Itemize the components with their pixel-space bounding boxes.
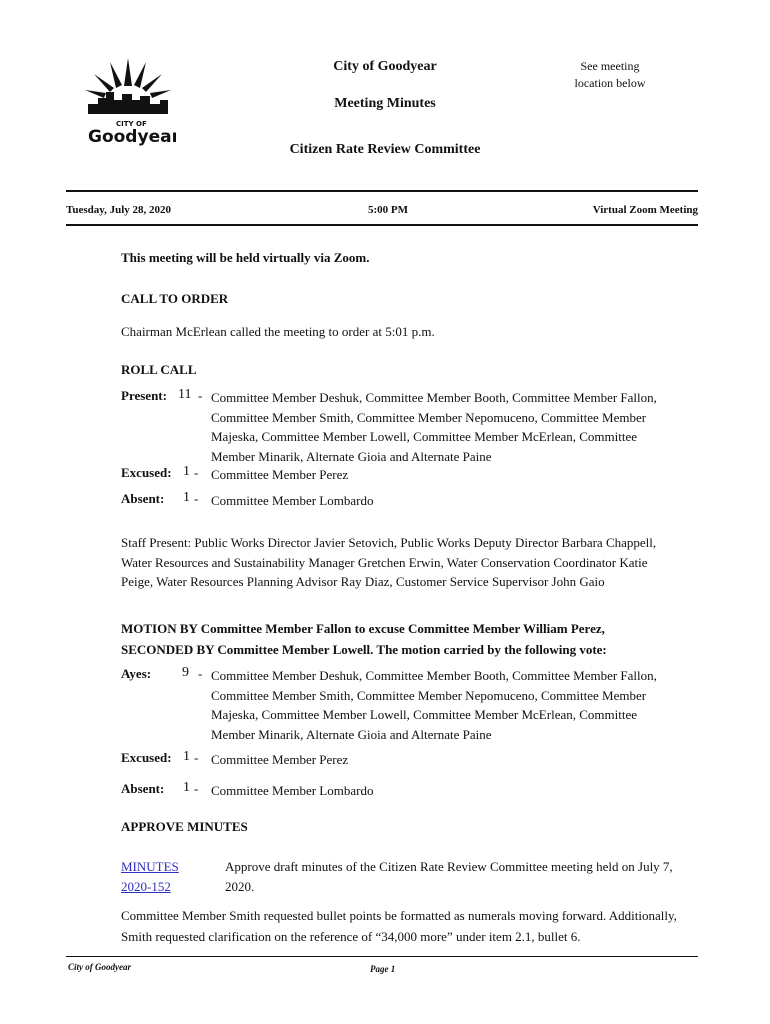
city-logo	[80, 52, 176, 148]
present-label: Present:	[121, 388, 167, 403]
motion-absent-count: 1	[183, 780, 190, 795]
roll-call-heading: ROLL CALL	[121, 362, 197, 377]
absent-names: Committee Member Lombardo	[211, 493, 374, 508]
ayes-dash: -	[198, 666, 203, 681]
motion-excused-label: Excused:	[121, 750, 172, 765]
absent-label: Absent:	[121, 491, 165, 506]
motion-text: MOTION BY Committee Member Fallon to excuse Committee Member William Perez, SECONDED BY Committee Member Lowell. The motion carried by the following vote:	[121, 621, 607, 657]
call-to-order-heading: CALL TO ORDER	[121, 291, 229, 306]
footer-rule	[66, 956, 698, 957]
present-names: Committee Member Deshuk, Committee Member Booth, Committee Member Fallon, Committee Member Smith, Committee Member Nepomuceno, Committee Member Majeska, Committee Member Lowell, Committee Member McErlean, Committee Member Minarik, Alternate Gioia and Alternate Paine	[211, 390, 657, 464]
location-note: See meeting location below	[574, 59, 646, 90]
footer-page: Page 1	[370, 964, 396, 974]
header-doc-type: Meeting Minutes	[334, 96, 436, 111]
present-count: 11	[178, 387, 192, 402]
minutes-link-line2[interactable]: 2020-152	[121, 879, 171, 894]
excused-dash: -	[194, 465, 199, 480]
logo-line1: CITY OF	[116, 120, 147, 128]
motion-excused-count: 1	[183, 749, 190, 764]
ayes-names: Committee Member Deshuk, Committee Member Booth, Committee Member Fallon, Committee Member Smith, Committee Member Nepomuceno, Committee Member Majeska, Committee Member Lowell, Committee Member McErlean, Committee Member Minarik, Alternate Gioia and Alternate Paine	[211, 668, 657, 742]
header-rule-top	[66, 190, 698, 192]
meeting-time: 5:00 PM	[368, 204, 409, 216]
absent-dash: -	[194, 491, 199, 506]
intro-text: This meeting will be held virtually via Zoom.	[121, 250, 370, 265]
minutes-note: Committee Member Smith requested bullet points be formatted as numerals moving forward. Additionally, Smith requested clarification on the reference of “34,000 more” under item 2.1, bullet 6.	[121, 908, 677, 944]
call-to-order-text: Chairman McErlean called the meeting to order at 5:01 p.m.	[121, 324, 435, 339]
minutes-link-line1[interactable]: MINUTES	[121, 859, 179, 874]
motion-absent-dash: -	[194, 781, 199, 796]
header-committee: Citizen Rate Review Committee	[289, 142, 481, 157]
motion-excused-names: Committee Member Perez	[211, 752, 349, 767]
approve-minutes-heading: APPROVE MINUTES	[121, 819, 248, 834]
absent-count: 1	[183, 490, 190, 505]
meeting-date: Tuesday, July 28, 2020	[66, 204, 172, 216]
meeting-venue: Virtual Zoom Meeting	[592, 204, 698, 216]
minutes-link[interactable]	[121, 857, 201, 897]
minutes-description: Approve draft minutes of the Citizen Rate Review Committee meeting held on July 7, 2020.	[225, 859, 673, 894]
motion-excused-dash: -	[194, 750, 199, 765]
ayes-count: 9	[182, 665, 189, 680]
header-rule-bottom	[66, 224, 698, 226]
excused-count: 1	[183, 464, 190, 479]
logo-line2: Goodyear	[88, 127, 176, 147]
footer-left: City of Goodyear	[68, 962, 131, 972]
motion-absent-names: Committee Member Lombardo	[211, 783, 374, 798]
staff-present: Staff Present: Public Works Director Javier Setovich, Public Works Deputy Director Barbara Chappell, Water Resources and Sustainability Manager Gretchen Erwin, Water Conservation Coordinator Katie Peige, Water Resources Planning Advisor Ray Diaz, Customer Service Supervisor John Gaio	[121, 535, 657, 589]
motion-absent-label: Absent:	[121, 781, 165, 796]
excused-label: Excused:	[121, 465, 172, 480]
header-city: City of Goodyear	[333, 59, 437, 74]
excused-names: Committee Member Perez	[211, 467, 349, 482]
ayes-label: Ayes:	[121, 666, 152, 681]
present-dash: -	[198, 388, 203, 403]
